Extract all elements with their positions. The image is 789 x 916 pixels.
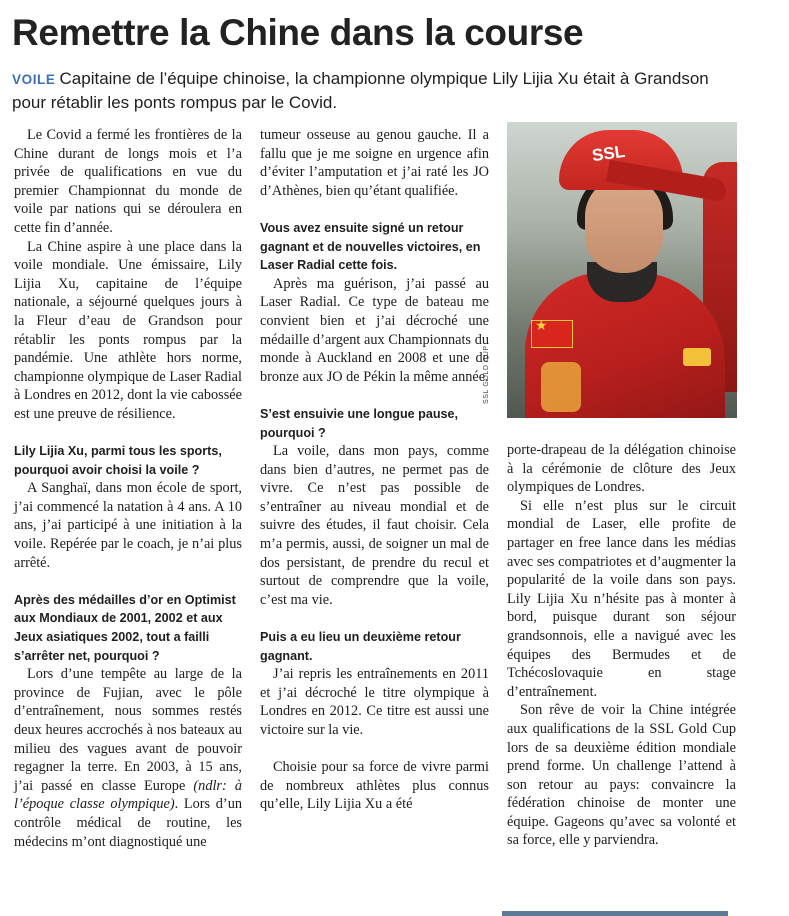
portrait-photo: [507, 122, 737, 418]
answer: La voile, dans mon pays, comme dans bien d’autres, ne permet pas de vivre. Ce n’est pas possible de s’entraîner au niveau mondial et de suivre des études, il faut choisir. Cela m’a permis, aussi, de soigner un mal de dos persistant, de prendre du recul et surtout de comprendre que la voile, c’est ma vie.: [260, 443, 489, 608]
intro-paragraph: Le Covid a fermé les frontières de la Chine durant de longs mois et l’a privée de qualifications en vue du premier Championnat du monde de voile par nations qui se déroulera en cette fin d’année.: [14, 127, 242, 236]
question: Vous avez ensuite signé un retour gagnant et de nouvelles victoires, en Laser Radial cette fois.: [260, 220, 481, 273]
face: [585, 177, 663, 273]
editor-note: (ndlr: à l’époque classe olympique): [14, 777, 243, 813]
deck-text: Capitaine de l’équipe chinoise, la championne olympique Lily Lijia Xu était à Grandson pour rétablir les ponts rompus par le Covid.: [12, 69, 709, 112]
paragraph: Si elle n’est plus sur le circuit mondial de Laser, elle profite de partager en free lance dans les médias avec ses compatriotes et d’augmenter la popularité de la voile dans son pays. Lily Lijia Xu n’hésite pas à monter à bord, puisque durant son séjour grandsonnois, elle a navigué avec les équipes des Bermudes et de Tchécoslovaquie en stage d’entraînement.: [507, 497, 736, 700]
column-1: [14, 126, 242, 851]
paragraph: La Chine aspire à une place dans la voile mondiale. Une émissaire, Lily Lijia Xu, capitaine de l’équipe nationale, a séjourné quelques jours à la Fleur d’eau de Grandson pour rétablir les ponts rompus par la pandémie. Une athlète hors norme, championne olympique de Laser Radial à Londres en 2012, dont la vie cabossée est une preuve de résilience.: [14, 238, 242, 422]
question: S’est ensuivie une longue pause, pourquoi ?: [260, 406, 459, 440]
paragraph: Son rêve de voir la Chine intégrée aux qualifications de la SSL Gold Cup lors de sa deuxième édition mondiale prend forme. Un challenge l’attend à son retour au pays: convaincre la fédération chinoise de monter une équipe. Gageons qu’avec sa volonté et sa force, elle y parviendra.: [507, 702, 736, 849]
next-article-photo: [502, 911, 728, 916]
star-icon: ★: [535, 319, 548, 334]
paragraph: Choisie pour sa force de vivre parmi de nombreux athlètes plus connus qu’elle, Lily Lijia Xu a été: [260, 759, 489, 813]
answer: Lors d’une tempête au large de la province de Fujian, avec le pôle d’entraînement, nous sommes restés deux heures accrochés à nos bateaux au milieu des vagues avant de pouvoir regagner la terre. En 2003, à 15 ans, j’ai passé en classe Europe (ndlr: à l’époque classe olympique). Lors d’un contrôle médical de routine, les médecins m’ont diagnostiqué une: [14, 666, 243, 850]
paragraph: porte-drapeau de la délégation chinoise à la cérémonie de clôture des Jeux olympiques de Londres.: [507, 442, 736, 496]
next-article-strip: [0, 902, 789, 916]
column-2: [260, 126, 489, 814]
deck: [12, 67, 717, 114]
question: Lily Lijia Xu, parmi tous les sports, pourquoi avoir choisi la voile ?: [14, 444, 222, 477]
paragraph: tumeur osseuse au genou gauche. Il a fallu que je me soigne en urgence afin d’éviter l’amputation et j’ai raté les JO d’Athènes, bien qu’étant qualifiée.: [260, 127, 489, 199]
question: Puis a eu lieu un deuxième retour gagnant.: [260, 630, 461, 663]
answer: A Sanghaï, dans mon école de sport, j’ai commencé la natation à 4 ans. A 10 ans, j’ai participé à une initiation à la voile. Repérée par le coach, je n’ai plus arrêté.: [14, 480, 242, 571]
cap-logo: SSL: [590, 141, 627, 166]
column-3: [507, 441, 736, 850]
photo-credit: SSL GOLD CUP: [483, 345, 490, 404]
headline: Remettre la Chine dans la course: [12, 12, 584, 53]
rubric: VOILE: [12, 72, 56, 87]
answer: Après ma guérison, j’ai passé au Laser Radial. Ce type de bateau me convient bien et j’ai décroché une médaille d’argent aux Championnats du monde à Auckland en 2008 et une de bronze aux JO de Pékin la même année.: [260, 275, 489, 385]
answer: J’ai repris les entraînements en 2011 et j’ai décroché le titre olympique à Londres en 2012. Ce titre est aussi une victoire sur la vie.: [260, 666, 489, 738]
question: Après des médailles d’or en Optimist aux Mondiaux de 2001, 2002 et aux Jeux asiatiques 2002, tout a failli s’arrêter net, pourquoi ?: [14, 592, 236, 663]
china-badge: [683, 348, 711, 366]
